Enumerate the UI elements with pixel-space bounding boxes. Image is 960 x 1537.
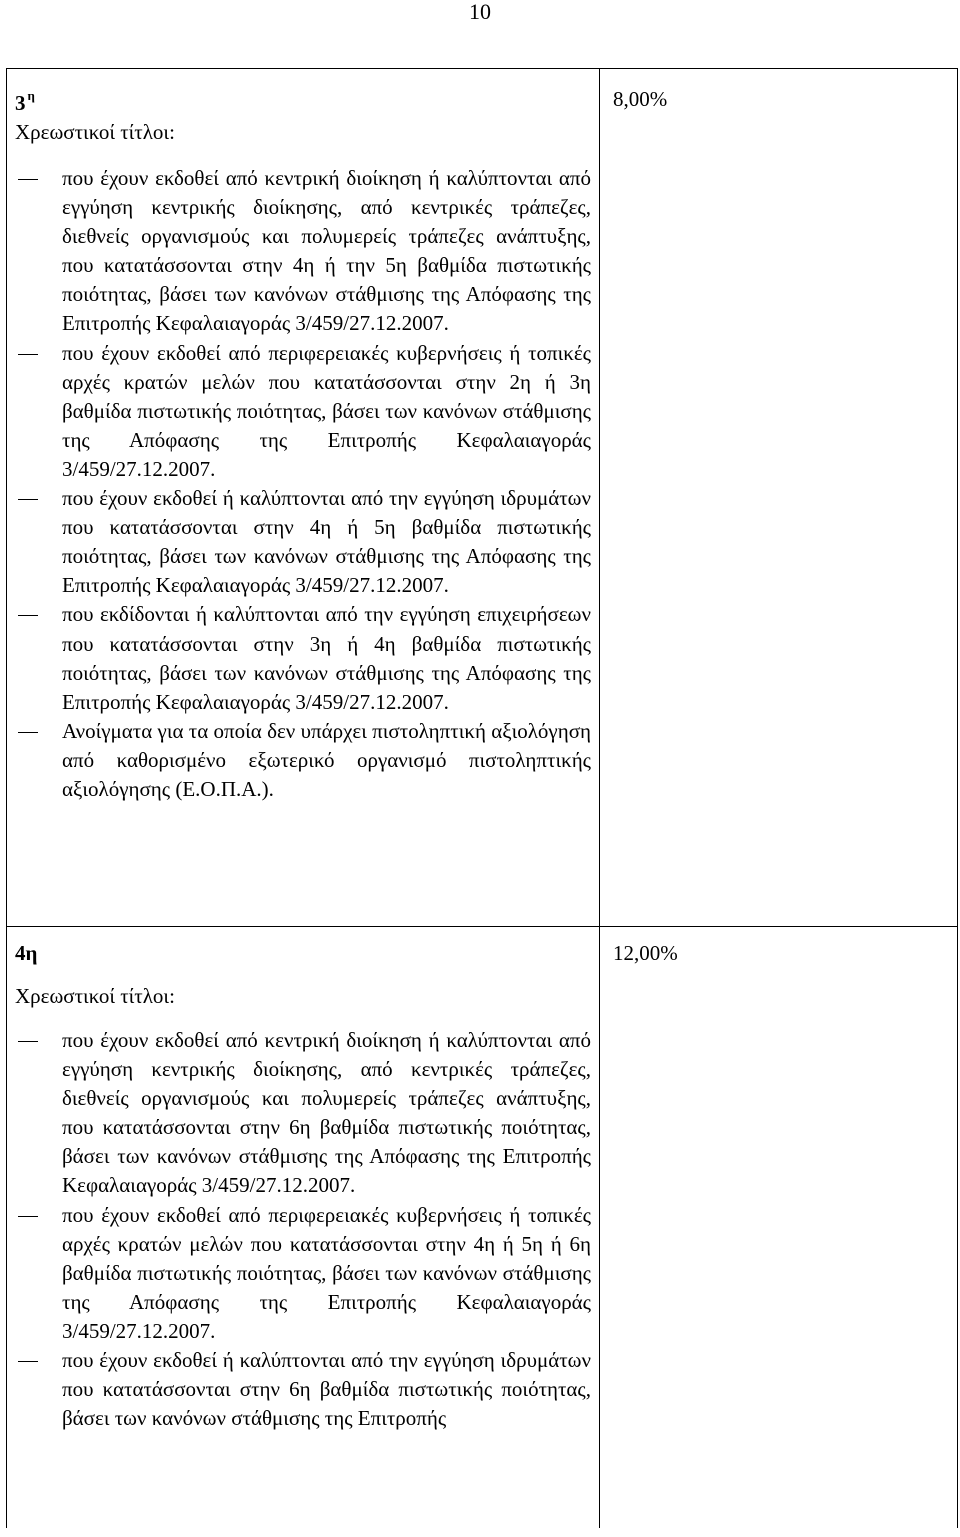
category-suffix: η	[27, 88, 35, 103]
dash-bullet	[18, 499, 38, 500]
percentage-value: 8,00%	[613, 87, 668, 111]
dash-bullet	[18, 732, 38, 733]
item-text: που έχουν εκδοθεί ή καλύπτονται από την εγγύηση ιδρυμάτων που κατατάσσονται στην 4η ή 5η βαθμίδα πιστωτικής ποιότητας, βάσει των κανόνων στάθμισης της Απόφασης της Επιτροπής Κεφαλαιαγοράς 3/459/27.12.2007.	[62, 486, 591, 598]
row-4-description-cell	[7, 927, 599, 1537]
list-item	[15, 1201, 591, 1346]
list-item	[15, 717, 591, 804]
category-heading: 4η	[15, 941, 38, 965]
row-3-description-cell	[7, 69, 599, 926]
weighting-table	[6, 68, 958, 1528]
dash-bullet	[18, 354, 38, 355]
list-item	[15, 600, 591, 716]
list-item	[15, 484, 591, 600]
item-text: που εκδίδονται ή καλύπτονται από την εγγύηση επιχειρήσεων που κατατάσσονται στην 3η ή 4η βαθμίδα πιστωτικής ποιότητας, βάσει των κανόνων στάθμισης της Απόφασης της Επιτροπής Κεφαλαιαγοράς 3/459/27.12.2007.	[62, 602, 591, 714]
list-item	[15, 1346, 591, 1433]
item-text: που έχουν εκδοθεί ή καλύπτονται από την εγγύηση ιδρυμάτων που κατατάσσονται στην 6η βαθμίδα πιστωτικής ποιότητας, βάσει των κανόνων στάθμισης της Επιτροπής	[62, 1348, 591, 1431]
item-text: Ανοίγματα για τα οποία δεν υπάρχει πιστοληπτική αξιολόγηση από καθορισμένο εξωτερικό οργανισμό πιστοληπτικής αξιολόγησης (Ε.Ο.Π.Α.).	[62, 718, 591, 801]
list-item	[15, 339, 591, 484]
row-3-percentage-cell	[599, 69, 957, 926]
category-heading	[15, 69, 591, 118]
row-4-percentage-cell	[599, 927, 957, 1537]
dash-bullet	[18, 1216, 38, 1217]
item-list	[15, 1026, 591, 1433]
item-text: που έχουν εκδοθεί από περιφερειακές κυβερνήσεις ή τοπικές αρχές κρατών μελών που κατατάσσονται στην 4η ή 5η ή 6η βαθμίδα πιστωτικής ποιότητας, βάσει των κανόνων στάθμισης της Απόφασης της Επιτροπής Κεφαλαιαγοράς 3/459/27.12.2007.	[62, 1202, 591, 1343]
dash-bullet	[18, 1041, 38, 1042]
list-item	[15, 164, 591, 339]
list-item	[15, 1026, 591, 1201]
category-subheading: Χρεωστικοί τίτλοι:	[15, 984, 175, 1008]
dash-bullet	[18, 1361, 38, 1362]
category-number: 3	[15, 91, 26, 115]
item-text: που έχουν εκδοθεί από περιφερειακές κυβερνήσεις ή τοπικές αρχές κρατών μελών που κατατάσσονται στην 2η ή 3η βαθμίδα πιστωτικής ποιότητας, βάσει των κανόνων στάθμισης της Απόφασης της Επιτροπής Κεφαλαιαγοράς 3/459/27.12.2007.	[62, 340, 591, 481]
item-text: που έχουν εκδοθεί από κεντρική διοίκηση ή καλύπτονται από εγγύηση κεντρικής διοίκησης, από κεντρικές τράπεζες, διεθνείς οργανισμούς και πολυμερείς τράπεζες ανάπτυξης, που κατατάσσονται στην 4η ή την 5η βαθμίδα πιστωτικής ποιότητας, βάσει των κανόνων στάθμισης της Απόφασης της Επιτροπής Κεφαλαιαγοράς 3/459/27.12.2007.	[62, 166, 591, 336]
item-text: που έχουν εκδοθεί από κεντρική διοίκηση ή καλύπτονται από εγγύηση κεντρικής διοίκησης, από κεντρικές τράπεζες, διεθνείς οργανισμούς και πολυμερείς τράπεζες ανάπτυξης, που κατατάσσονται στην 6η βαθμίδα πιστωτικής ποιότητας, βάσει των κανόνων στάθμισης της Απόφασης της Επιτροπής Κεφαλαιαγοράς 3/459/27.12.2007.	[62, 1028, 591, 1198]
item-list	[15, 164, 591, 804]
page-number: 10	[469, 0, 491, 24]
category-subheading: Χρεωστικοί τίτλοι:	[15, 120, 175, 144]
dash-bullet	[18, 615, 38, 616]
dash-bullet	[18, 179, 38, 180]
percentage-value: 12,00%	[613, 941, 678, 965]
